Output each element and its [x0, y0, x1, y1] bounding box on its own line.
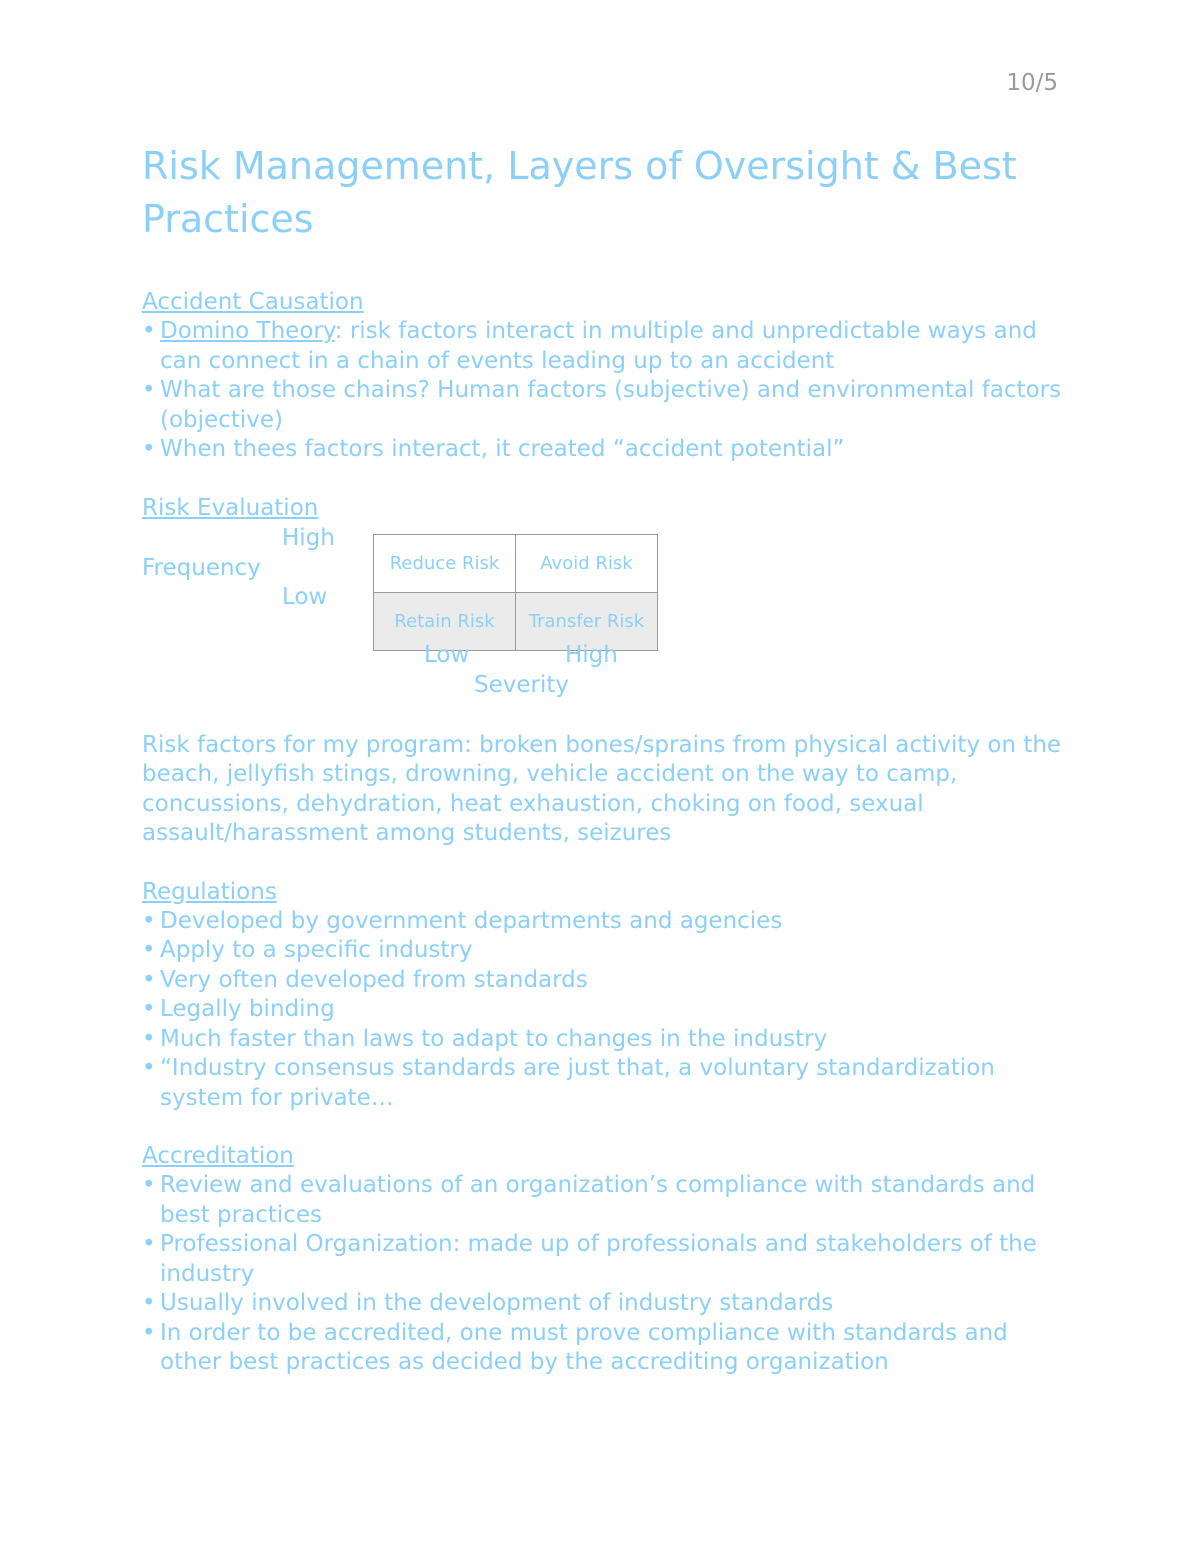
page-title: Risk Management, Layers of Oversight & Best Practices — [142, 144, 1017, 241]
list-item: • Usually involved in the development of industry standards — [142, 1289, 1062, 1319]
list-item: • Developed by government departments and agencies — [142, 907, 1062, 937]
list-item: • Very often developed from standards — [142, 966, 1062, 996]
x-high-label: High — [565, 641, 618, 668]
x-axis-label: Severity — [474, 671, 569, 698]
y-high-label: High — [282, 524, 335, 551]
risk-matrix-table — [373, 534, 658, 651]
section-risk-evaluation — [142, 493, 1062, 731]
matrix-cell-retain-risk: Retain Risk — [374, 592, 516, 650]
section-heading: Accreditation — [142, 1143, 294, 1169]
list-item: • Much faster than laws to adapt to changes in the industry — [142, 1025, 1062, 1055]
page-date: 10/5 — [1006, 70, 1058, 96]
section-accreditation — [142, 1141, 1062, 1378]
list-item: • Professional Organization: made up of professionals and stakeholders of the industry — [142, 1230, 1062, 1289]
y-low-label: Low — [282, 583, 328, 610]
risk-factors-paragraph: Risk factors for my program: broken bones/sprains from physical activity on the beach, jellyfish stings, drowning, vehicle accident on the way to camp, concussions, dehydration, heat exhaustion, choking on food, sexual assault/harassment among students, seizures — [142, 731, 1062, 846]
bullet-list — [142, 317, 1062, 465]
list-item: • Legally binding — [142, 995, 1062, 1025]
section-accident-causation — [142, 287, 1062, 465]
document-body — [142, 140, 1062, 1378]
section-regulations — [142, 877, 1062, 1114]
list-item: • What are those chains? Human factors (subjective) and environmental factors (objective) — [142, 376, 1062, 435]
list-item: • “Industry consensus standards are just that, a voluntary standardization system for private… — [142, 1054, 1062, 1113]
list-item — [142, 317, 1062, 376]
domino-theory-term: Domino Theory — [160, 318, 335, 344]
y-axis-label: Frequency — [142, 554, 261, 581]
list-item-text: : risk factors interact in multiple and unpredictable ways and can connect in a chain of events leading up to an accident — [160, 318, 1037, 374]
list-item: • When thees factors interact, it created “accident potential” — [142, 435, 1062, 465]
matrix-cell-transfer-risk: Transfer Risk — [516, 592, 658, 650]
bullet-list — [142, 907, 1062, 1114]
matrix-cell-avoid-risk: Avoid Risk — [516, 534, 658, 592]
risk-matrix — [142, 523, 1062, 731]
x-low-label: Low — [424, 641, 470, 668]
section-heading: Regulations — [142, 878, 277, 905]
list-item: • Apply to a specific industry — [142, 936, 1062, 966]
section-heading: Risk Evaluation — [142, 494, 319, 521]
bullet-list — [142, 1171, 1062, 1378]
list-item: • Review and evaluations of an organization’s compliance with standards and best practices — [142, 1171, 1062, 1230]
matrix-cell-reduce-risk: Reduce Risk — [374, 534, 516, 592]
section-heading: Accident Causation — [142, 289, 364, 315]
list-item: • In order to be accredited, one must prove compliance with standards and other best practices as decided by the accrediting organization — [142, 1319, 1062, 1378]
